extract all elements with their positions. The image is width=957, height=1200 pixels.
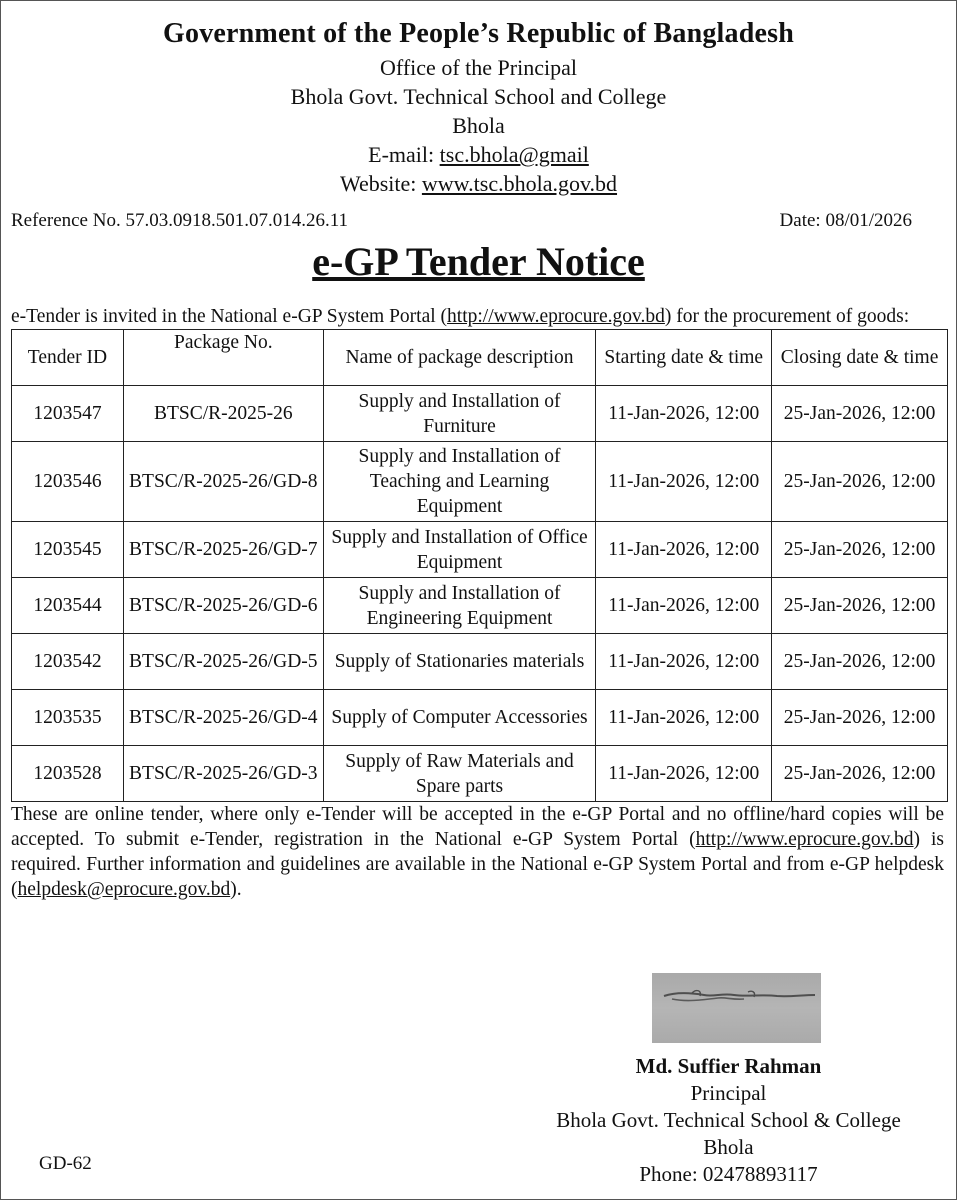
tender-id-cell: 1203528	[12, 746, 124, 802]
instructions-text-2: ) is required. Further information and guidelines are available in the National e-GP System Portal and from e-GP helpdesk (	[11, 829, 944, 900]
signer-phone: Phone: 02478893117	[639, 1162, 818, 1186]
tender-id-cell: 1203544	[12, 578, 124, 634]
header-description: Name of package description	[323, 330, 596, 386]
package-cell: BTSC/R-2025-26/GD-4	[123, 690, 323, 746]
email-label: E-mail:	[368, 142, 435, 167]
description-cell: Supply of Raw Materials and Spare parts	[323, 746, 596, 802]
package-cell: BTSC/R-2025-26	[123, 386, 323, 442]
header-start-date: Starting date & time	[596, 330, 772, 386]
start-date-cell: 11-Jan-2026, 12:00	[596, 386, 772, 442]
header-tender-id: Tender ID	[12, 330, 124, 386]
package-cell: BTSC/R-2025-26/GD-7	[123, 522, 323, 578]
package-cell: BTSC/R-2025-26/GD-8	[123, 442, 323, 522]
instructions-text-3: ).	[230, 879, 242, 900]
intro-text-after: ) for the procurement of goods:	[664, 306, 910, 327]
start-date-cell: 11-Jan-2026, 12:00	[596, 578, 772, 634]
close-date-cell: 25-Jan-2026, 12:00	[772, 634, 948, 690]
tender-id-cell: 1203545	[12, 522, 124, 578]
signature-image	[652, 973, 821, 1043]
notice-date: Date: 08/01/2026	[779, 210, 912, 231]
start-date-cell: 11-Jan-2026, 12:00	[596, 442, 772, 522]
header-close-date: Closing date & time	[772, 330, 948, 386]
document-code: GD-62	[39, 1153, 92, 1174]
website-label: Website:	[339, 171, 417, 196]
signer-designation: Principal	[690, 1081, 767, 1105]
description-cell: Supply and Installation of Teaching and Learning Equipment	[323, 442, 596, 522]
package-cell: BTSC/R-2025-26/GD-6	[123, 578, 323, 634]
email-link[interactable]: tsc.bhola@gmail	[439, 142, 589, 167]
description-cell: Supply and Installation of Furniture	[323, 386, 596, 442]
eprocure-link[interactable]: http://www.eprocure.gov.bd	[447, 306, 665, 327]
table-row	[12, 522, 948, 578]
instructions-text-1: These are online tender, where only e-Tender will be accepted in the e-GP Portal and no offline/hard copies will be accepted. To submit e-Tender, registration in the National e-GP System Portal (	[11, 804, 944, 850]
close-date-cell: 25-Jan-2026, 12:00	[772, 442, 948, 522]
table-row	[12, 690, 948, 746]
package-cell: BTSC/R-2025-26/GD-3	[123, 746, 323, 802]
reference-row	[11, 208, 912, 234]
description-cell: Supply of Computer Accessories	[323, 690, 596, 746]
instructions-paragraph	[11, 802, 944, 902]
table-row	[12, 578, 948, 634]
office-line: Office of the Principal	[380, 55, 577, 80]
description-cell: Supply and Installation of Engineering Equipment	[323, 578, 596, 634]
description-cell: Supply and Installation of Office Equipment	[323, 522, 596, 578]
table-row	[12, 442, 948, 522]
website-link[interactable]: www.tsc.bhola.gov.bd	[421, 171, 618, 196]
table-row	[12, 634, 948, 690]
start-date-cell: 11-Jan-2026, 12:00	[596, 522, 772, 578]
start-date-cell: 11-Jan-2026, 12:00	[596, 746, 772, 802]
intro-paragraph	[11, 304, 944, 329]
start-date-cell: 11-Jan-2026, 12:00	[596, 634, 772, 690]
tender-id-cell: 1203535	[12, 690, 124, 746]
notice-title: e-GP Tender Notice	[312, 239, 645, 284]
close-date-cell: 25-Jan-2026, 12:00	[772, 578, 948, 634]
tender-id-cell: 1203546	[12, 442, 124, 522]
close-date-cell: 25-Jan-2026, 12:00	[772, 746, 948, 802]
table-row	[12, 386, 948, 442]
location-line: Bhola	[452, 113, 505, 138]
signature-scribble-icon	[652, 973, 821, 1043]
tender-id-cell: 1203547	[12, 386, 124, 442]
helpdesk-email-link[interactable]: helpdesk@eprocure.gov.bd	[17, 879, 231, 900]
package-cell: BTSC/R-2025-26/GD-5	[123, 634, 323, 690]
close-date-cell: 25-Jan-2026, 12:00	[772, 386, 948, 442]
institution-line: Bhola Govt. Technical School and College	[290, 84, 667, 109]
signer-name: Md. Suffier Rahman	[635, 1054, 822, 1078]
tender-table	[11, 329, 948, 802]
description-cell: Supply of Stationaries materials	[323, 634, 596, 690]
letterhead	[1, 1, 956, 198]
intro-text-before: e-Tender is invited in the National e-GP System Portal (	[11, 306, 448, 327]
header-package-no: Package No.	[123, 330, 323, 386]
table-header-row	[12, 330, 948, 386]
table-row	[12, 746, 948, 802]
website-line	[1, 169, 956, 198]
close-date-cell: 25-Jan-2026, 12:00	[772, 522, 948, 578]
reference-number: Reference No. 57.03.0918.501.07.014.26.11	[11, 210, 349, 231]
tender-id-cell: 1203542	[12, 634, 124, 690]
signer-block	[521, 1053, 936, 1188]
email-line	[1, 140, 956, 169]
signer-location: Bhola	[703, 1135, 754, 1159]
eprocure-link-2[interactable]: http://www.eprocure.gov.bd	[695, 829, 914, 850]
start-date-cell: 11-Jan-2026, 12:00	[596, 690, 772, 746]
signer-institution: Bhola Govt. Technical School & College	[556, 1108, 901, 1132]
close-date-cell: 25-Jan-2026, 12:00	[772, 690, 948, 746]
government-title: Government of the People’s Republic of Bangladesh	[163, 18, 794, 49]
